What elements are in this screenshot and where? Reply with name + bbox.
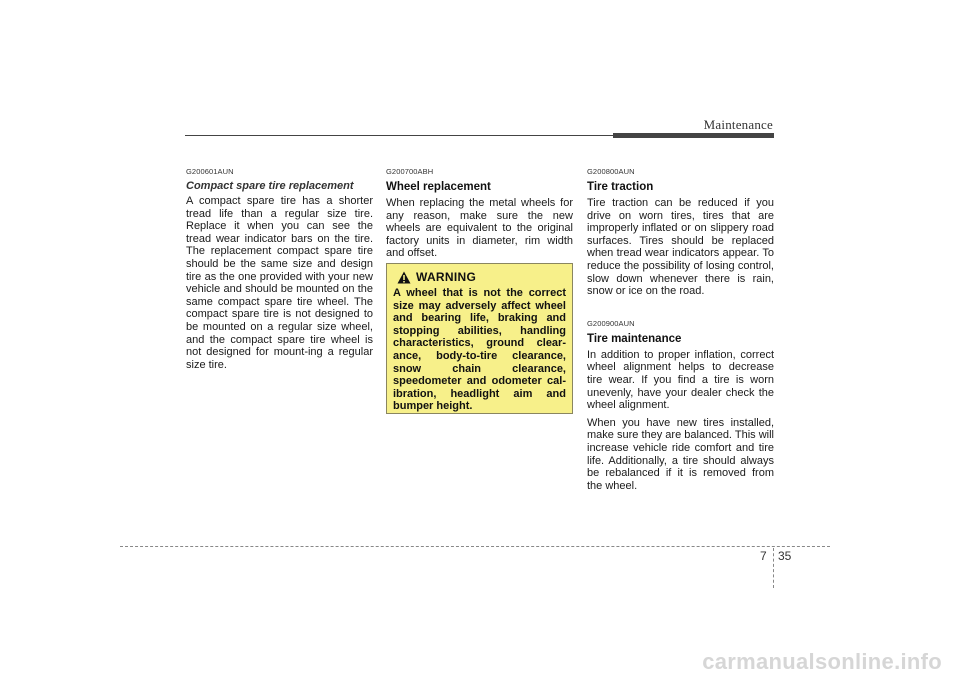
body-paragraph: A compact spare tire has a shorter tread life than a regular size tire. Replace it when you can see the tread wear indicator bars on the tire. The replacement compact spare tire should be the same size and design tire as the one provided with your new vehicle and should be mounted on the same compact spare tire wheel. The compact spare tire is not designed to be mounted on a regular size wheel, and the compact spare tire wheel is not designed for mount-ing a regular size tire.: [186, 195, 373, 371]
column-compact-spare: [186, 167, 373, 376]
column-wheel-replacement: [386, 167, 573, 265]
section-heading: Tire traction: [587, 181, 654, 193]
section-code: G200601AUN: [186, 167, 234, 176]
section-heading: Compact spare tire replacement: [186, 180, 354, 192]
warning-triangle-icon: [397, 271, 411, 284]
section-code: G200900AUN: [587, 318, 635, 328]
column-tire-traction-maintenance: [587, 167, 774, 497]
warning-title: WARNING: [416, 270, 477, 284]
body-paragraph: When replacing the metal wheels for any reason, make sure the new wheels are equivalent to the original factory units in diameter, rim width and offset.: [386, 197, 573, 260]
warning-text: A wheel that is not the correct size may adversely affect wheel and bearing life, braking and stopping abilities, handling characteristics, ground clear-ance, body-to-tire clearance, snow chain clearance, speedometer and odometer cal-ibration, headlight aim and bumper height.: [393, 287, 566, 413]
header-rule: [185, 135, 613, 136]
body-paragraph: In addition to proper inflation, correct wheel alignment helps to decrease tire wear. If you find a tire is worn unevenly, have your dealer check the wheel alignment.: [587, 348, 774, 412]
section-code: G200800AUN: [587, 167, 635, 176]
warning-box: [386, 263, 573, 414]
watermark: carmanualsonline.info: [702, 649, 942, 674]
body-paragraph: Tire traction can be reduced if you drive on worn tires, tires that are improperly inflated or on slippery road surfaces. Tires should be replaced when tread wear indicators appear. To reduce the possibility of losing control, slow down whenever there is rain, snow or ice on the road.: [587, 197, 774, 298]
warning-header: [397, 270, 566, 284]
footer-rule: [120, 546, 830, 547]
body-paragraph: When you have new tires installed, make sure they are balanced. This will increase vehicle ride comfort and tire life. Additionally, a tire should always be rebalanced if it is removed from the wheel.: [587, 416, 774, 492]
chapter-number: 7: [760, 549, 767, 563]
section-heading: Wheel replacement: [386, 181, 491, 193]
footer-divider: [773, 548, 774, 588]
section-title: Maintenance: [703, 117, 773, 132]
page-number: 35: [778, 549, 792, 563]
section-code: G200700ABH: [386, 167, 434, 176]
header-rule-accent: [613, 133, 774, 138]
section-heading: Tire maintenance: [587, 332, 682, 345]
